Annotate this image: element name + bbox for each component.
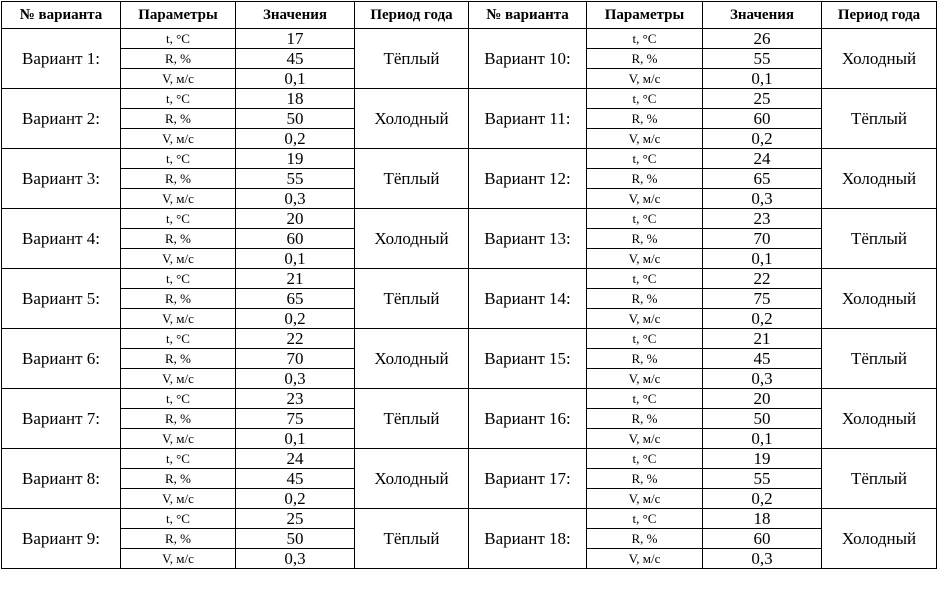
value-cell: 0,2 bbox=[236, 129, 355, 149]
value-cell: 24 bbox=[236, 449, 355, 469]
value-cell: 60 bbox=[703, 109, 822, 129]
variants-table bbox=[1, 1, 937, 569]
season-cell: Холодный bbox=[355, 449, 469, 509]
value-cell: 0,3 bbox=[236, 549, 355, 569]
table-row bbox=[2, 449, 937, 469]
parameter-cell: t, °C bbox=[121, 269, 236, 289]
parameter-cell: V, м/с bbox=[587, 189, 703, 209]
variant-name-cell: Вариант 4: bbox=[2, 209, 121, 269]
parameter-cell: R, % bbox=[587, 469, 703, 489]
season-cell: Холодный bbox=[355, 329, 469, 389]
variant-name-cell: Вариант 1: bbox=[2, 29, 121, 89]
parameter-cell: R, % bbox=[587, 289, 703, 309]
season-cell: Холодный bbox=[822, 29, 937, 89]
variant-name-cell: Вариант 2: bbox=[2, 89, 121, 149]
value-cell: 0,1 bbox=[703, 249, 822, 269]
header-season: Период года bbox=[822, 2, 937, 29]
value-cell: 60 bbox=[236, 229, 355, 249]
parameter-cell: V, м/с bbox=[121, 129, 236, 149]
parameter-cell: V, м/с bbox=[121, 249, 236, 269]
parameter-cell: t, °C bbox=[121, 509, 236, 529]
parameter-cell: R, % bbox=[587, 109, 703, 129]
parameter-cell: R, % bbox=[121, 529, 236, 549]
value-cell: 23 bbox=[236, 389, 355, 409]
table-row bbox=[2, 269, 937, 289]
season-cell: Холодный bbox=[822, 149, 937, 209]
season-cell: Тёплый bbox=[355, 269, 469, 329]
value-cell: 19 bbox=[236, 149, 355, 169]
value-cell: 45 bbox=[236, 49, 355, 69]
variants-table-wrapper bbox=[1, 1, 937, 569]
season-cell: Холодный bbox=[822, 269, 937, 329]
value-cell: 0,3 bbox=[703, 189, 822, 209]
parameter-cell: V, м/с bbox=[121, 189, 236, 209]
value-cell: 45 bbox=[703, 349, 822, 369]
table-row bbox=[2, 89, 937, 109]
parameter-cell: t, °C bbox=[121, 149, 236, 169]
parameter-cell: R, % bbox=[587, 229, 703, 249]
season-cell: Тёплый bbox=[822, 329, 937, 389]
value-cell: 17 bbox=[236, 29, 355, 49]
value-cell: 0,2 bbox=[236, 489, 355, 509]
table-row bbox=[2, 149, 937, 169]
parameter-cell: t, °C bbox=[587, 29, 703, 49]
season-cell: Тёплый bbox=[355, 509, 469, 569]
parameter-cell: R, % bbox=[121, 409, 236, 429]
value-cell: 0,3 bbox=[236, 189, 355, 209]
header-row bbox=[2, 2, 937, 29]
value-cell: 55 bbox=[703, 469, 822, 489]
variant-name-cell: Вариант 3: bbox=[2, 149, 121, 209]
parameter-cell: V, м/с bbox=[121, 549, 236, 569]
value-cell: 18 bbox=[703, 509, 822, 529]
parameter-cell: t, °C bbox=[587, 269, 703, 289]
parameter-cell: t, °C bbox=[121, 329, 236, 349]
value-cell: 0,3 bbox=[703, 369, 822, 389]
parameter-cell: R, % bbox=[587, 409, 703, 429]
header-parameters: Параметры bbox=[121, 2, 236, 29]
value-cell: 22 bbox=[236, 329, 355, 349]
value-cell: 55 bbox=[703, 49, 822, 69]
value-cell: 50 bbox=[703, 409, 822, 429]
parameter-cell: V, м/с bbox=[587, 489, 703, 509]
parameter-cell: V, м/с bbox=[587, 429, 703, 449]
value-cell: 0,1 bbox=[236, 69, 355, 89]
header-season: Период года bbox=[355, 2, 469, 29]
variant-name-cell: Вариант 6: bbox=[2, 329, 121, 389]
value-cell: 0,1 bbox=[236, 429, 355, 449]
parameter-cell: t, °C bbox=[121, 209, 236, 229]
parameter-cell: t, °C bbox=[587, 89, 703, 109]
value-cell: 60 bbox=[703, 529, 822, 549]
value-cell: 0,2 bbox=[236, 309, 355, 329]
parameter-cell: R, % bbox=[121, 349, 236, 369]
parameter-cell: t, °C bbox=[587, 509, 703, 529]
table-row bbox=[2, 509, 937, 529]
value-cell: 45 bbox=[236, 469, 355, 489]
value-cell: 0,1 bbox=[703, 429, 822, 449]
table-row bbox=[2, 209, 937, 229]
value-cell: 19 bbox=[703, 449, 822, 469]
variant-name-cell: Вариант 18: bbox=[469, 509, 587, 569]
header-variant-number: № варианта bbox=[2, 2, 121, 29]
value-cell: 70 bbox=[703, 229, 822, 249]
value-cell: 24 bbox=[703, 149, 822, 169]
value-cell: 70 bbox=[236, 349, 355, 369]
parameter-cell: R, % bbox=[121, 109, 236, 129]
season-cell: Холодный bbox=[355, 209, 469, 269]
parameter-cell: R, % bbox=[121, 469, 236, 489]
season-cell: Холодный bbox=[822, 389, 937, 449]
value-cell: 26 bbox=[703, 29, 822, 49]
value-cell: 75 bbox=[703, 289, 822, 309]
value-cell: 50 bbox=[236, 529, 355, 549]
season-cell: Тёплый bbox=[822, 89, 937, 149]
value-cell: 0,3 bbox=[703, 549, 822, 569]
parameter-cell: t, °C bbox=[587, 389, 703, 409]
value-cell: 0,2 bbox=[703, 309, 822, 329]
parameter-cell: t, °C bbox=[587, 149, 703, 169]
table-row bbox=[2, 29, 937, 49]
value-cell: 23 bbox=[703, 209, 822, 229]
parameter-cell: V, м/с bbox=[121, 69, 236, 89]
parameter-cell: V, м/с bbox=[121, 369, 236, 389]
value-cell: 65 bbox=[236, 289, 355, 309]
parameter-cell: t, °C bbox=[587, 449, 703, 469]
parameter-cell: t, °C bbox=[121, 89, 236, 109]
variant-name-cell: Вариант 13: bbox=[469, 209, 587, 269]
value-cell: 20 bbox=[703, 389, 822, 409]
value-cell: 20 bbox=[236, 209, 355, 229]
variant-name-cell: Вариант 10: bbox=[469, 29, 587, 89]
header-values: Значения bbox=[236, 2, 355, 29]
variant-name-cell: Вариант 7: bbox=[2, 389, 121, 449]
season-cell: Тёплый bbox=[822, 209, 937, 269]
variant-name-cell: Вариант 15: bbox=[469, 329, 587, 389]
value-cell: 0,1 bbox=[703, 69, 822, 89]
parameter-cell: R, % bbox=[121, 169, 236, 189]
parameter-cell: V, м/с bbox=[587, 129, 703, 149]
parameter-cell: R, % bbox=[587, 49, 703, 69]
parameter-cell: R, % bbox=[587, 529, 703, 549]
parameter-cell: V, м/с bbox=[587, 369, 703, 389]
variant-name-cell: Вариант 5: bbox=[2, 269, 121, 329]
parameter-cell: V, м/с bbox=[121, 489, 236, 509]
parameter-cell: R, % bbox=[587, 169, 703, 189]
header-parameters: Параметры bbox=[587, 2, 703, 29]
parameter-cell: t, °C bbox=[121, 389, 236, 409]
season-cell: Тёплый bbox=[355, 389, 469, 449]
parameter-cell: V, м/с bbox=[121, 429, 236, 449]
variant-name-cell: Вариант 11: bbox=[469, 89, 587, 149]
parameter-cell: V, м/с bbox=[587, 69, 703, 89]
value-cell: 0,2 bbox=[703, 489, 822, 509]
season-cell: Тёплый bbox=[822, 449, 937, 509]
value-cell: 55 bbox=[236, 169, 355, 189]
parameter-cell: t, °C bbox=[587, 329, 703, 349]
variant-name-cell: Вариант 9: bbox=[2, 509, 121, 569]
parameter-cell: V, м/с bbox=[587, 309, 703, 329]
parameter-cell: V, м/с bbox=[587, 549, 703, 569]
value-cell: 25 bbox=[703, 89, 822, 109]
season-cell: Холодный bbox=[822, 509, 937, 569]
value-cell: 0,1 bbox=[236, 249, 355, 269]
table-body bbox=[2, 29, 937, 569]
value-cell: 0,3 bbox=[236, 369, 355, 389]
variant-name-cell: Вариант 17: bbox=[469, 449, 587, 509]
variant-name-cell: Вариант 12: bbox=[469, 149, 587, 209]
parameter-cell: t, °C bbox=[121, 29, 236, 49]
table-row bbox=[2, 329, 937, 349]
value-cell: 18 bbox=[236, 89, 355, 109]
variant-name-cell: Вариант 16: bbox=[469, 389, 587, 449]
header-values: Значения bbox=[703, 2, 822, 29]
parameter-cell: R, % bbox=[587, 349, 703, 369]
parameter-cell: t, °C bbox=[121, 449, 236, 469]
value-cell: 21 bbox=[703, 329, 822, 349]
parameter-cell: R, % bbox=[121, 289, 236, 309]
season-cell: Холодный bbox=[355, 89, 469, 149]
header-variant-number: № варианта bbox=[469, 2, 587, 29]
value-cell: 50 bbox=[236, 109, 355, 129]
parameter-cell: V, м/с bbox=[587, 249, 703, 269]
value-cell: 25 bbox=[236, 509, 355, 529]
value-cell: 75 bbox=[236, 409, 355, 429]
table-row bbox=[2, 389, 937, 409]
parameter-cell: t, °C bbox=[587, 209, 703, 229]
value-cell: 65 bbox=[703, 169, 822, 189]
season-cell: Тёплый bbox=[355, 149, 469, 209]
value-cell: 21 bbox=[236, 269, 355, 289]
variant-name-cell: Вариант 8: bbox=[2, 449, 121, 509]
value-cell: 0,2 bbox=[703, 129, 822, 149]
season-cell: Тёплый bbox=[355, 29, 469, 89]
parameter-cell: R, % bbox=[121, 49, 236, 69]
value-cell: 22 bbox=[703, 269, 822, 289]
variant-name-cell: Вариант 14: bbox=[469, 269, 587, 329]
parameter-cell: R, % bbox=[121, 229, 236, 249]
parameter-cell: V, м/с bbox=[121, 309, 236, 329]
